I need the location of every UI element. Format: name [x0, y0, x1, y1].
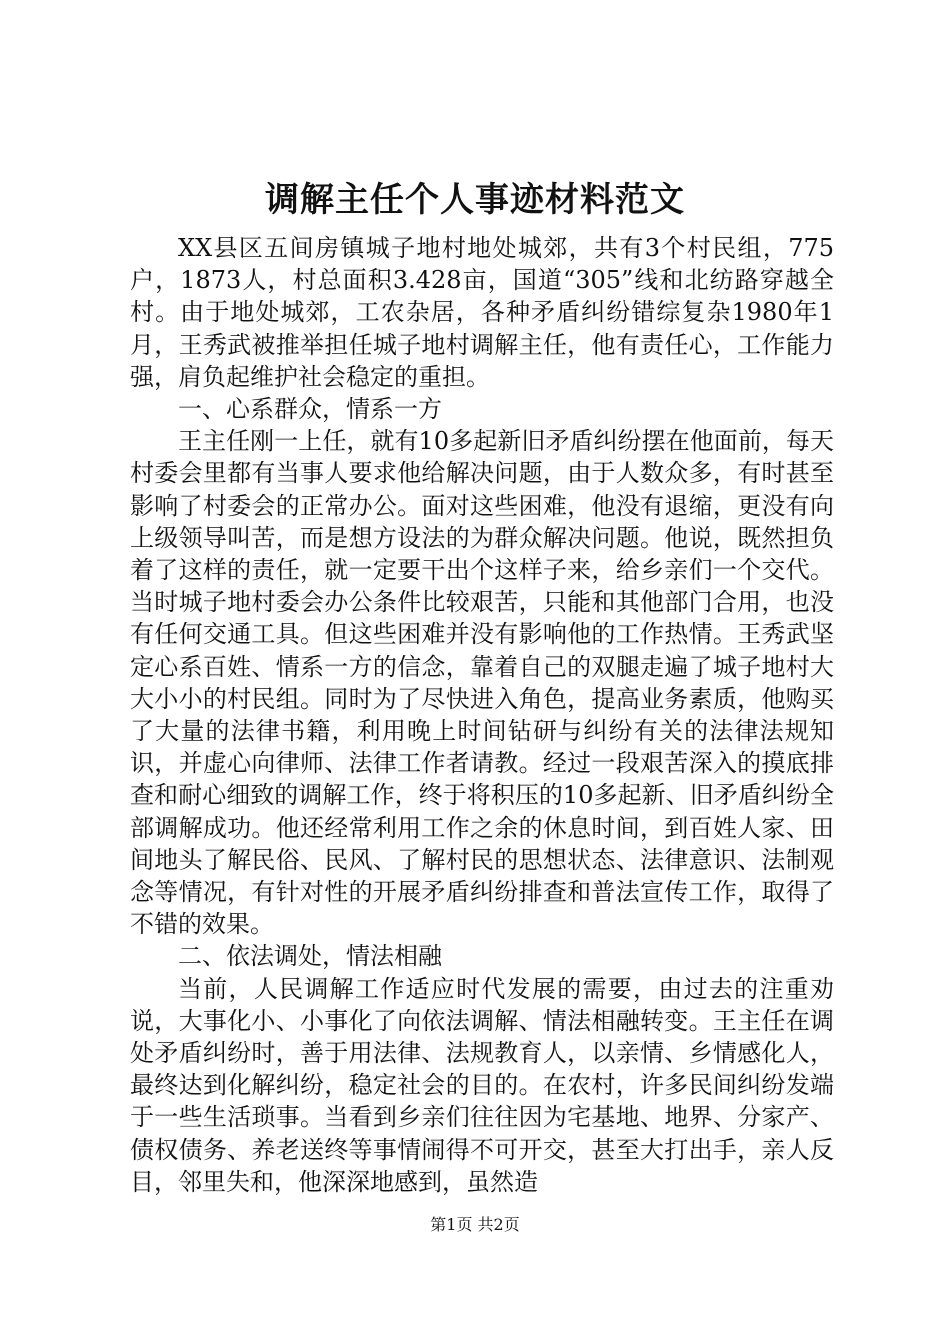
body-paragraph: 当前，人民调解工作适应时代发展的需要，由过去的注重劝说，大事化小、小事化了向依法调解、情法相融转变。王主任在调处矛盾纠纷时，善于用法律、法规教育人，以亲情、乡情感化人，最终达到化解纠纷，稳定社会的目的。在农村，许多民间纠纷发端于一些生活琐事。当看到乡亲们往往因为宅基地、地界、分家产、债权债务、养老送终等事情闹得不可开交，甚至大打出手，亲人反目，邻里失和，他深深地感到，虽然造 [130, 974, 834, 1196]
section-heading: 二、依法调处，情法相融 [178, 942, 442, 971]
body-paragraph: XX县区五间房镇城子地村地处城郊，共有3个村民组，775户，1873人，村总面积3.428亩，国道“305”线和北纺路穿越全村。由于地处城郊，工农杂居，各种矛盾纠纷错综复杂1980年1月，王秀武被推举担任城子地村调解主任，他有责任心，工作能力强，肩负起维护社会稳定的重担。 [130, 234, 834, 391]
page-footer: 第1页 共2页 [430, 1215, 520, 1234]
document-title: 调解主任个人事迹材料范文 [265, 180, 685, 220]
document-body [130, 232, 834, 1198]
body-paragraph: 王主任刚一上任，就有10多起新旧矛盾纠纷摆在他面前，每天村委会里都有当事人要求他给解决问题，由于人数众多，有时甚至影响了村委会的正常办公。面对这些困难，他没有退缩，更没有向上级领导叫苦，而是想方设法的为群众解决问题。他说，既然担负着了这样的责任，就一定要干出个这样子来，给乡亲们一个交代。当时城子地村委会办公条件比较艰苦，只能和其他部门合用，也没有任何交通工具。但这些困难并没有影响他的工作热情。王秀武坚定心系百姓、情系一方的信念，靠着自己的双腿走遍了城子地村大大小小的村民组。同时为了尽快进入角色，提高业务素质，他购买了大量的法律书籍，利用晚上时间钻研与纠纷有关的法律法规知识，并虚心向律师、法律工作者请教。经过一段艰苦深入的摸底排查和耐心细致的调解工作，终于将积压的10多起新、旧矛盾纠纷全部调解成功。他还经常利用工作之余的休息时间，到百姓人家、田间地头了解民俗、民风、了解村民的思想状态、法律意识、法制观念等情况，有针对性的开展矛盾纠纷排查和普法宣传工作，取得了不错的效果。 [130, 427, 834, 939]
section-heading: 一、心系群众，情系一方 [178, 395, 442, 424]
